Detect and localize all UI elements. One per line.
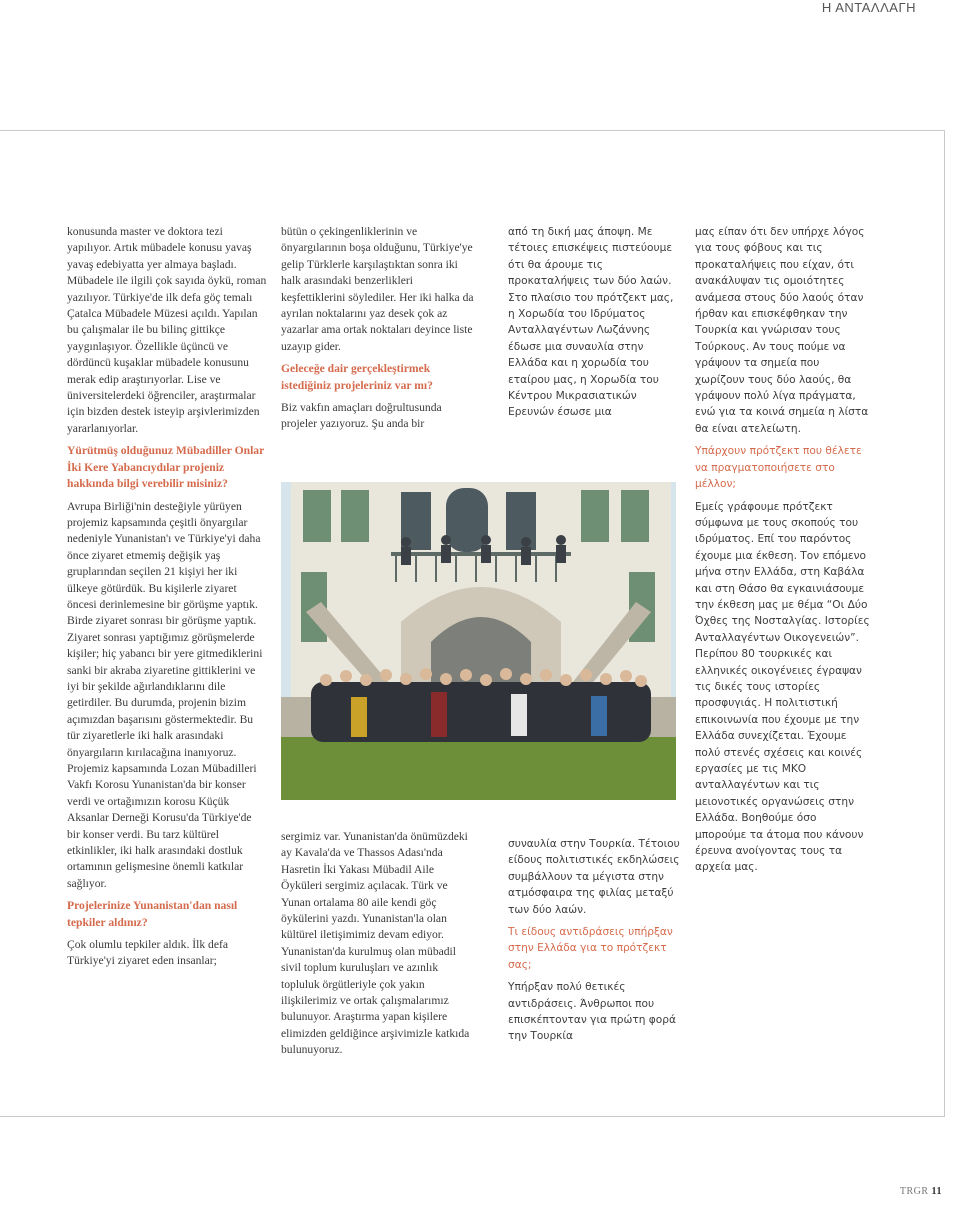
interview-paragraph: Çok olumlu tepkiler aldık. İlk defa Türkiye'yi ziyaret eden insanlar; xyxy=(67,938,228,968)
interview-question: Geleceğe dair gerçekleştirmek istediğiniz projeleriniz var mı? xyxy=(281,362,433,392)
interview-question: Yürütmüş olduğunuz Mübadiller Onlar İki Kere Yabancıydılar projeniz hakkında bilgi verebilir misiniz? xyxy=(67,444,265,491)
interview-paragraph: συναυλία στην Τουρκία. Τέτοιου είδους πολιτιστικές εκδηλώσεις συμβάλλουν τα μέγιστα στην ατμόσφαιρα της φιλίας μεταξύ των δύο λαών. xyxy=(508,838,680,916)
interview-question: Υπάρχουν πρότζεκτ που θέλετε να πραγματοποιήσετε στο μέλλον; xyxy=(695,445,862,491)
top-rule xyxy=(0,130,944,131)
interview-paragraph: konusunda master ve doktora tezi yapılıyor. Artık mübadele konusu yavaş yavaş edebiyatta yer almaya başladı. Mübadele ile ilgili çok sayıda öykü, roman yazılıyor. Türkiye'de ilk defa göç temalı Çatalca Mübadele Müzesi açıldı. Yapılan bu çalışmalar ile bu bilinç gittikçe yaygınlaşıyor. Özellikle üçüncü ve dördüncü kuşaklar mübadele konusunu merak edip araştırıyorlar. Lise ve üniversitelerdeki öğrenciler, araştırmalar için bizden destek isteyip arşivlerimizden yararlanıyorlar. xyxy=(67,225,267,435)
column-greek-1-bottom xyxy=(508,836,683,1045)
group-photo xyxy=(281,482,676,800)
column-turkish-2-top xyxy=(281,224,476,433)
group-photo-illustration xyxy=(281,482,676,800)
interview-paragraph: από τη δική μας άποψη. Με τέτοιες επισκέψεις πιστεύουμε ότι θα άρουμε τις προκαταλήψεις των δύο λαών. Στο πλαίσιο του πρότζεκτ μας, η Χορωδία του Ιδρύματος Ανταλλαγέντων Λωζάννης έδωσε μια συναυλία στην Ελλάδα και η χορωδία του εταίρου μας, η Χορωδία του Κέντρου Μικρασιατικών Ερευνών έσωσε μια xyxy=(508,226,674,419)
interview-paragraph: Υπήρξαν πολύ θετικές αντιδράσεις. Άνθρωποι που επισκέπτονταν για πρώτη φορά την Τουρκία xyxy=(508,981,676,1043)
interview-paragraph: sergimiz var. Yunanistan'da önümüzdeki ay Kavala'da ve Thassos Adası'nda Hasretin İki Yakası Mübadil Aile Öyküleri sergimiz açılacak. Türk ve Yunan ortalama 80 aile kendi göç öykülerini yazdı. Yunanistan'la olan kültürel iletişimimiz devam ediyor. Yunanistan'da kurulmuş olan mübadil sivil toplum kuruluşları ve azınlık topluluk örgütleriyle çok yakın ilişkilerimiz ve ortak çalışmalarımız bulunuyor. Araştırma yapan kişilere elimizden geldiğince arşivimizle katkıda bulunuyoruz. xyxy=(281,830,470,1057)
column-greek-2 xyxy=(695,224,870,876)
interview-question: Projelerinize Yunanistan'dan nasıl tepkiler aldınız? xyxy=(67,899,238,929)
page-number: 11 xyxy=(931,1186,942,1197)
interview-question: Τι είδους αντιδράσεις υπήρξαν στην Ελλάδα για το πρότζεκτ σας; xyxy=(508,926,673,971)
page-folio xyxy=(900,1186,942,1197)
magazine-name: TRGR xyxy=(899,1186,929,1197)
interview-paragraph: Avrupa Birliği'nin desteğiyle yürüyen projemiz kapsamında çeşitli önyargılar nedeniyle Yunanistan'ı ve Türkiye'yi daha önce ziyaret etmemiş değişik yaş gruplarından seçilen 21 kişiyi her iki ülkeye götürdük. Bu kişilerle ziyaret öncesi derinlemesine bir görüşme yaptık. Birde ziyaret sonrası bir görüşme yaptık. Ziyaret sonrası yaptığımız görüşmelerde kişiler; hiç yabancı bir yere gitmediklerini sanki bir akraba ziyaretine gittiklerini ve iyi bir şekilde ağırlandıklarını dile getirdiler. Bu durumda, projenin bizim açımızdan başarısını göstermektedir. Bu tür ziyaretlerle iki halk arasındaki önyargıların kırılacağına inanıyoruz. Projemiz kapsamında Lozan Mübadilleri Vakfı Korosu Yunanistan'da bir konser verdi ve ortağımızın korosu Küçük Aksanlar Derneği Korusu'da Türkiye'de bir konser verdi. Bu tarz kültürel etkinlikler, iki halk arasındaki dostluk ortamının gelişmesine önemli katkılar sağlıyor. xyxy=(67,499,263,890)
interview-paragraph: μας είπαν ότι δεν υπήρχε λόγος για τους φόβους και τις προκαταλήψεις που είχαν, ότι ανακάλυψαν τις ομοιότητες ανάμεσα στους δύο λαούς όταν ήρθαν και επισκέφθηκαν την Τουρκία και γνώρισαν τους Τούρκους. Αν τους πούμε να γράψουν τα σημεία που χωρίζουν τους δύο λαούς, θα γράψουν πολύ λίγα πράγματα, ενώ για τα κοινά σημεία η λίστα θα είναι ατελείωτη. xyxy=(695,226,869,435)
bottom-rule xyxy=(0,1116,945,1117)
interview-paragraph: Εμείς γράφουμε πρότζεκτ σύμφωνα με τους σκοπούς του ιδρύματος. Επί του παρόντος έχουμε μια έκθεση. Τον επόμενο μήνα στην Ελλάδα, στη Καβάλα και στη Θάσο θα εγκαινιάσουμε την έκθεση μας με θέμα “Οι Δύο Όχθες της Νοσταλγίας. Ιστορίες Ανταλλαγέντων Οικογενειών”. Περίπου 80 τουρκικές και ελληνικές οικογένειες έγραψαν τις δικές τους ιστορίες προσφυγιάς. Η πολιτιστική επικοινωνία που έχουμε με την Ελλάδα συνεχίζεται. Έχουμε πολύ στενές σχέσεις και κοινές εργασίες με τις ΜΚΟ ανταλλαγέντων και τις μειονοτικές οργανώσεις στην Ελλάδα. Βοηθούμε όσο μπορούμε τα άτομα που κάνουν έρευνα ανοίγοντας τους τα αρχεία μας. xyxy=(695,500,870,874)
photo-grass xyxy=(281,732,676,800)
column-greek-1-top xyxy=(508,224,683,421)
side-rule xyxy=(944,130,945,1116)
photo-upper-windows xyxy=(401,488,536,552)
interview-paragraph: bütün o çekingenliklerinin ve önyargılarının boşa olduğunu, Türkiye'ye gelip Türklerle karşılaştıktan sonra iki halk arasındaki benzerlikleri keşfettiklerini söylediler. Her iki halka da ayrılan noktalarını yaz desek çok az yazarlar ama ortak noktaları deyince liste uzayıp gider. xyxy=(281,225,474,353)
column-turkish-2-bottom xyxy=(281,829,476,1059)
section-label: Η ΑΝΤΑΛΛΑΓΗ xyxy=(821,0,916,15)
column-turkish-1 xyxy=(67,224,267,970)
interview-paragraph: Biz vakfın amaçları doğrultusunda projeler yazıyoruz. Şu anda bir xyxy=(281,401,442,431)
